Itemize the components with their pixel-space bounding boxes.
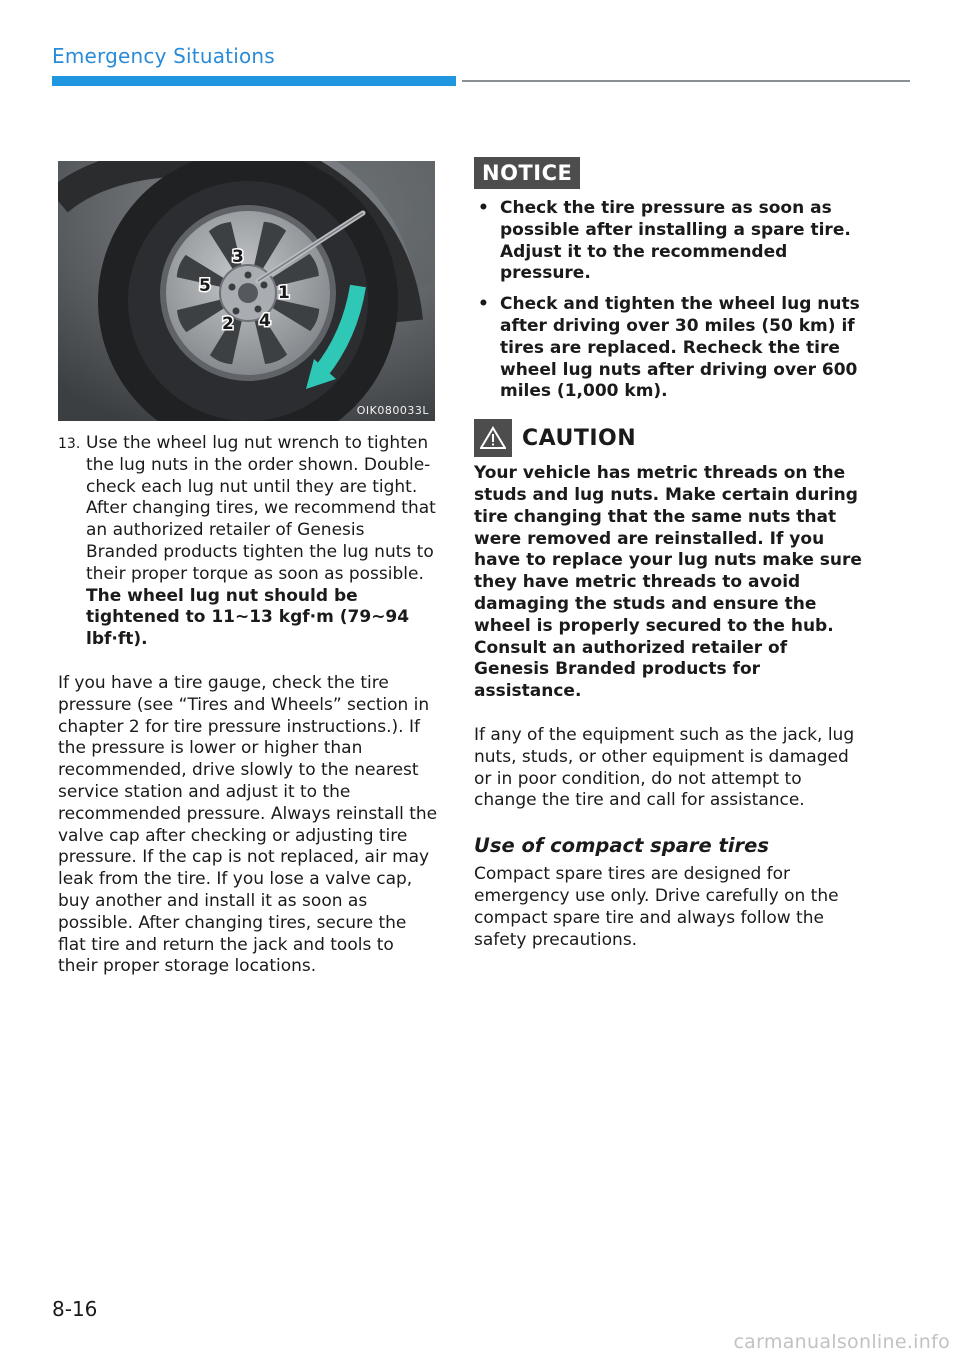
nut-label-3: 3: [232, 247, 244, 267]
step-text: [86, 433, 438, 651]
page-number: 8-16: [52, 1297, 98, 1321]
watermark: carmanualsonline.info: [733, 1331, 950, 1353]
caution-header: [474, 419, 864, 457]
nut-label-5: 5: [199, 276, 211, 296]
nut-label-4: 4: [259, 311, 271, 331]
nut-label-2: 2: [222, 314, 234, 334]
compact-spare-paragraph: Compact spare tires are designed for emergency use only. Drive carefully on the compact spare tire and always follow the safety precautions.: [474, 864, 839, 950]
step-13: [58, 433, 438, 651]
notice-list: [474, 198, 864, 403]
header-divider: [462, 80, 910, 82]
step-text-bold: The wheel lug nut should be tightened to 11~13 kgf·m (79~94 lbf·ft).: [86, 585, 410, 650]
right-column: [474, 157, 864, 951]
equipment-paragraph: If any of the equipment such as the jack, lug nuts, studs, or other equipment is damaged or in poor condition, do not attempt to change the tire and call for assistance.: [474, 724, 855, 811]
caution-label: CAUTION: [522, 425, 637, 451]
left-column: [58, 433, 438, 978]
notice-item: • Check the tire pressure as soon as possible after installing a spare tire. Adjust it to the recommended pressure.: [474, 198, 864, 285]
notice-label: NOTICE: [474, 157, 580, 189]
step-number: 13.: [58, 436, 81, 452]
wheel-illustration-graphic: [58, 161, 435, 421]
step-text-regular: Use the wheel lug nut wrench to tighten the lug nuts in the order shown. Double-check each lug nut until they are tight. After changing tires, we recommend that an authorized retailer of Genesis Branded products tighten the lug nuts to their proper torque as soon as possible.: [86, 433, 436, 584]
figure-code: OIK080033L: [356, 404, 429, 417]
compact-spare-heading: Use of compact spare tires: [474, 834, 769, 858]
notice-item: • Check and tighten the wheel lug nuts after driving over 30 miles (50 km) if tires are replaced. Recheck the tire wheel lug nuts after driving over 600 miles (1,000 km).: [474, 294, 864, 403]
tire-gauge-paragraph: If you have a tire gauge, check the tire pressure (see “Tires and Wheels” section in chapter 2 for tire pressure instructions.). If the pressure is lower or higher than recommended, drive slowly to the nearest service station and adjust it to the recommended pressure. Always reinstall the valve cap after checking or adjusting tire pressure. If the cap is not replaced, air may leak from the tire. If you lose a valve cap, buy another and install it as soon as possible. After changing tires, secure the flat tire and return the jack and tools to their proper storage locations.: [58, 672, 438, 977]
header-accent-bar: [52, 76, 456, 86]
wheel-lug-nut-illustration: [58, 161, 435, 421]
section-title: Emergency Situations: [52, 44, 275, 68]
warning-triangle-icon: [474, 419, 512, 457]
nut-label-1: 1: [278, 283, 290, 303]
caution-text: Your vehicle has metric threads on the studs and lug nuts. Make certain during tire changing that the same nuts that were removed are reinstalled. If you have to replace your lug nuts make sure they have metric threads to avoid damaging the studs and ensure the wheel is properly secured to the hub. Consult an authorized retailer of Genesis Branded products for assistance.: [474, 463, 862, 702]
